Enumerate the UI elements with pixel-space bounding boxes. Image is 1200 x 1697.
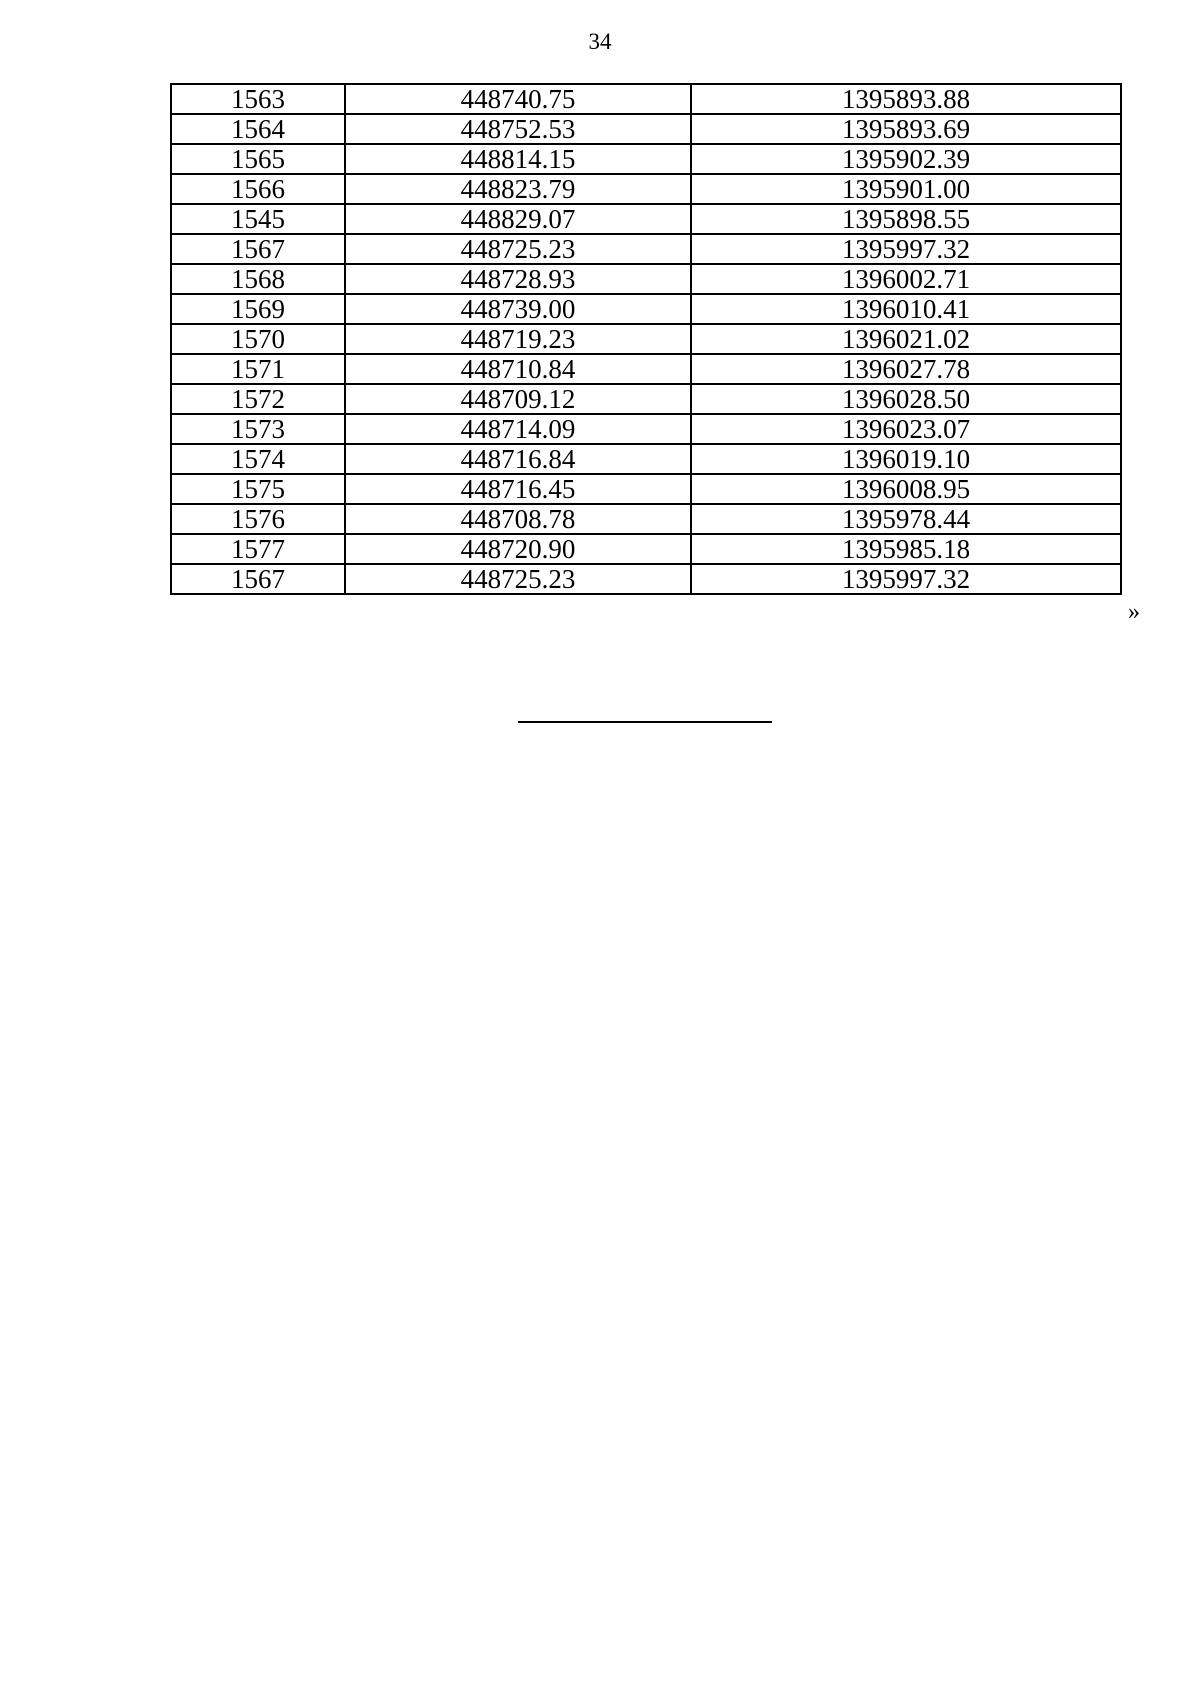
y-coordinate-cell: 1396027.78	[691, 354, 1121, 384]
y-coordinate-cell: 1395985.18	[691, 534, 1121, 564]
y-coordinate-cell: 1395902.39	[691, 144, 1121, 174]
table-row	[171, 264, 1121, 294]
x-coordinate-cell: 448716.84	[345, 444, 691, 474]
point-number-cell: 1566	[171, 174, 345, 204]
x-coordinate-cell: 448725.23	[345, 564, 691, 594]
table-row	[171, 144, 1121, 174]
point-number-cell: 1545	[171, 204, 345, 234]
x-coordinate-cell: 448740.75	[345, 84, 691, 114]
table-row	[171, 354, 1121, 384]
table-row	[171, 234, 1121, 264]
y-coordinate-cell: 1395893.88	[691, 84, 1121, 114]
y-coordinate-cell: 1396008.95	[691, 474, 1121, 504]
closing-quote-mark: »	[1128, 599, 1140, 625]
point-number-cell: 1570	[171, 324, 345, 354]
y-coordinate-cell: 1395997.32	[691, 234, 1121, 264]
x-coordinate-cell: 448725.23	[345, 234, 691, 264]
point-number-cell: 1567	[171, 234, 345, 264]
table-row	[171, 294, 1121, 324]
point-number-cell: 1567	[171, 564, 345, 594]
x-coordinate-cell: 448814.15	[345, 144, 691, 174]
table-row	[171, 534, 1121, 564]
y-coordinate-cell: 1396028.50	[691, 384, 1121, 414]
x-coordinate-cell: 448710.84	[345, 354, 691, 384]
x-coordinate-cell: 448720.90	[345, 534, 691, 564]
table-row	[171, 444, 1121, 474]
point-number-cell: 1563	[171, 84, 345, 114]
x-coordinate-cell: 448716.45	[345, 474, 691, 504]
y-coordinate-cell: 1396021.02	[691, 324, 1121, 354]
coordinates-table-body	[171, 84, 1121, 594]
point-number-cell: 1573	[171, 414, 345, 444]
point-number-cell: 1574	[171, 444, 345, 474]
table-row	[171, 504, 1121, 534]
point-number-cell: 1568	[171, 264, 345, 294]
table-row	[171, 204, 1121, 234]
point-number-cell: 1572	[171, 384, 345, 414]
table-row	[171, 474, 1121, 504]
table-row	[171, 84, 1121, 114]
point-number-cell: 1575	[171, 474, 345, 504]
y-coordinate-cell: 1396019.10	[691, 444, 1121, 474]
x-coordinate-cell: 448823.79	[345, 174, 691, 204]
y-coordinate-cell: 1396010.41	[691, 294, 1121, 324]
y-coordinate-cell: 1396002.71	[691, 264, 1121, 294]
point-number-cell: 1569	[171, 294, 345, 324]
point-number-cell: 1565	[171, 144, 345, 174]
point-number-cell: 1571	[171, 354, 345, 384]
table-row	[171, 174, 1121, 204]
x-coordinate-cell: 448739.00	[345, 294, 691, 324]
x-coordinate-cell: 448752.53	[345, 114, 691, 144]
point-number-cell: 1577	[171, 534, 345, 564]
table-row	[171, 414, 1121, 444]
y-coordinate-cell: 1396023.07	[691, 414, 1121, 444]
y-coordinate-cell: 1395997.32	[691, 564, 1121, 594]
y-coordinate-cell: 1395978.44	[691, 504, 1121, 534]
x-coordinate-cell: 448708.78	[345, 504, 691, 534]
y-coordinate-cell: 1395893.69	[691, 114, 1121, 144]
x-coordinate-cell: 448709.12	[345, 384, 691, 414]
x-coordinate-cell: 448719.23	[345, 324, 691, 354]
x-coordinate-cell: 448714.09	[345, 414, 691, 444]
y-coordinate-cell: 1395901.00	[691, 174, 1121, 204]
coordinates-table	[170, 83, 1122, 595]
end-divider	[518, 721, 772, 723]
page-number: 34	[588, 29, 612, 54]
x-coordinate-cell: 448829.07	[345, 204, 691, 234]
y-coordinate-cell: 1395898.55	[691, 204, 1121, 234]
point-number-cell: 1564	[171, 114, 345, 144]
x-coordinate-cell: 448728.93	[345, 264, 691, 294]
point-number-cell: 1576	[171, 504, 345, 534]
table-row	[171, 324, 1121, 354]
table-row	[171, 564, 1121, 594]
table-row	[171, 384, 1121, 414]
table-row	[171, 114, 1121, 144]
